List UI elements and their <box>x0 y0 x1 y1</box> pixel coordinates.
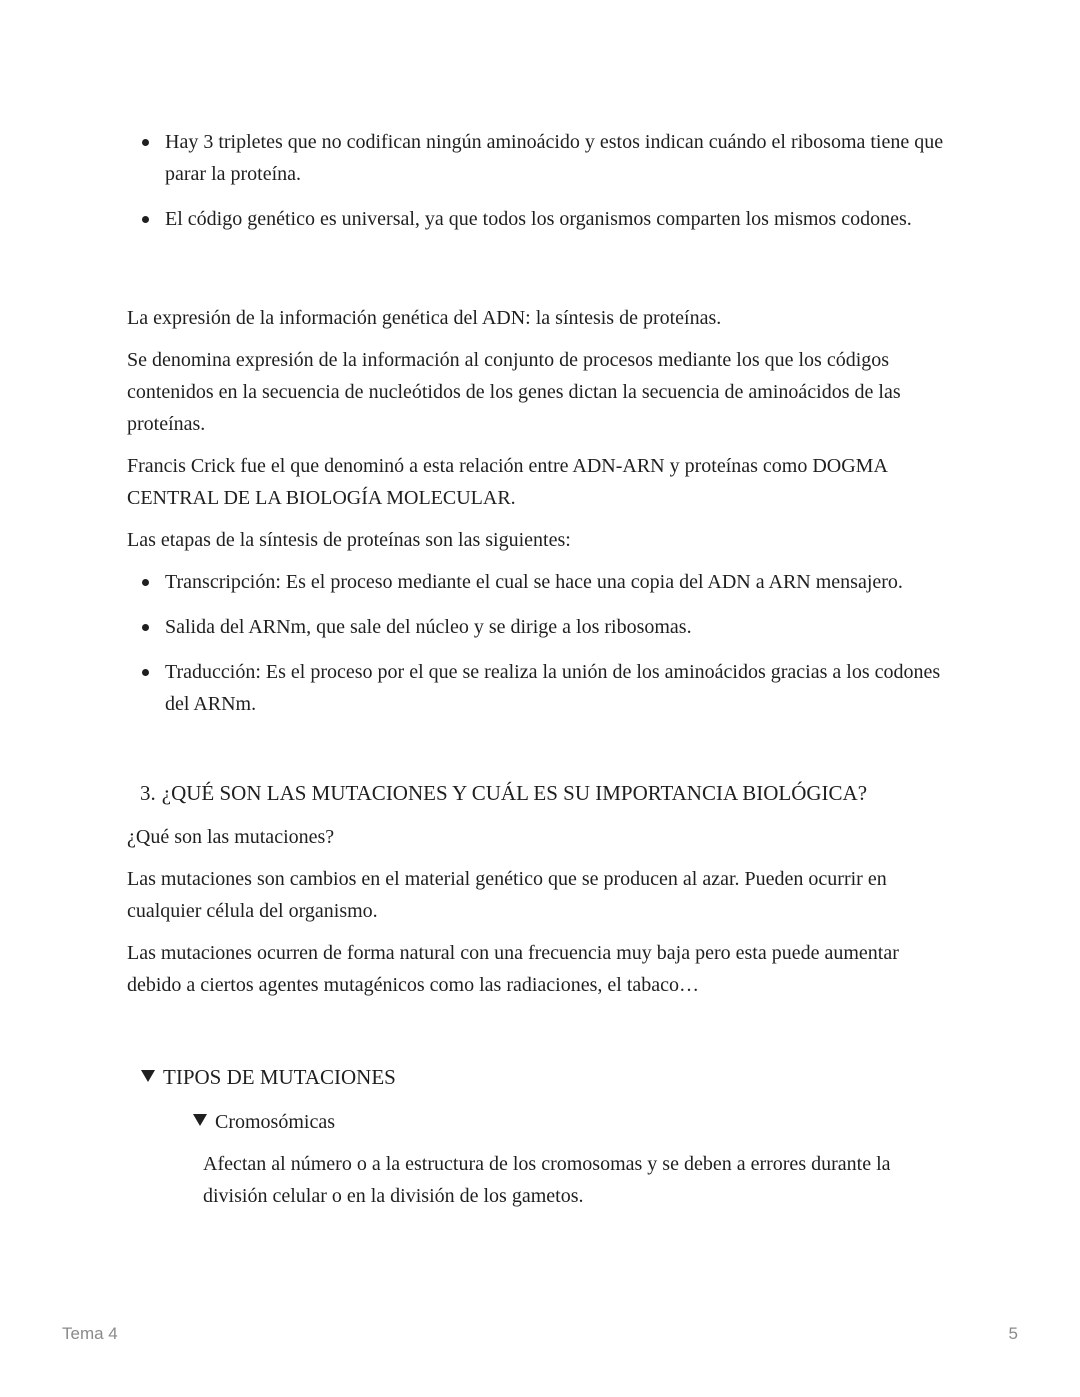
toggle-label: Cromosómicas <box>215 1111 335 1133</box>
toggle-cromosomicas[interactable] <box>179 1105 957 1138</box>
bullet-list-top <box>127 126 957 235</box>
paragraph: Las etapas de la síntesis de proteínas son las siguientes: <box>127 529 571 551</box>
page-content <box>127 126 957 1222</box>
section-title-expression: La expresión de la información genética del ADN: la síntesis de proteínas. <box>127 307 722 329</box>
toggle-label: TIPOS DE MUTACIONES <box>163 1065 396 1089</box>
toggle-body-text: Afectan al número o a la estructura de los cromosomas y se deben a errores durante la división celular o en la división de los gametos. <box>203 1153 891 1207</box>
list-item: Salida del ARNm, que sale del núcleo y se dirige a los ribosomas. <box>127 611 957 643</box>
paragraph: Francis Crick fue el que denominó a esta relación entre ADN-ARN y proteínas como DOGMA CENTRAL DE LA BIOLOGÍA MOLECULAR. <box>127 455 887 509</box>
bullet-list-stages <box>127 566 957 720</box>
list-item: Transcripción: Es el proceso mediante el cual se hace una copia del ADN a ARN mensajero. <box>127 566 957 598</box>
heading-number: 3. <box>140 781 156 805</box>
footer-title: Tema 4 <box>62 1324 118 1343</box>
page-number: 5 <box>1008 1324 1018 1343</box>
paragraph: Se denomina expresión de la información al conjunto de procesos mediante los que los códigos contenidos en la secuencia de nucleótidos de los genes dictan la secuencia de aminoácidos de las proteínas. <box>127 349 901 435</box>
paragraph: Las mutaciones ocurren de forma natural con una frecuencia muy baja pero esta puede aumentar debido a ciertos agentes mutagénicos como las radiaciones, el tabaco… <box>127 942 899 996</box>
section-heading-3 <box>127 777 957 809</box>
triangle-down-icon[interactable] <box>193 1114 207 1126</box>
list-item: El código genético es universal, ya que todos los organismos comparten los mismos codones. <box>127 203 957 235</box>
paragraph: Las mutaciones son cambios en el material genético que se producen al azar. Pueden ocurrir en cualquier célula del organismo. <box>127 868 887 922</box>
toggle-tipos-de-mutaciones[interactable] <box>141 1061 957 1093</box>
list-item: Hay 3 tripletes que no codifican ningún aminoácido y estos indican cuándo el ribosoma tiene que parar la proteína. <box>127 126 957 190</box>
subheading-question: ¿Qué son las mutaciones? <box>127 826 335 848</box>
heading-text: ¿QUÉ SON LAS MUTACIONES Y CUÁL ES SU IMPORTANCIA BIOLÓGICA? <box>161 781 868 805</box>
list-item: Traducción: Es el proceso por el que se realiza la unión de los aminoácidos gracias a los codones del ARNm. <box>127 656 957 720</box>
triangle-down-icon[interactable] <box>141 1070 155 1082</box>
